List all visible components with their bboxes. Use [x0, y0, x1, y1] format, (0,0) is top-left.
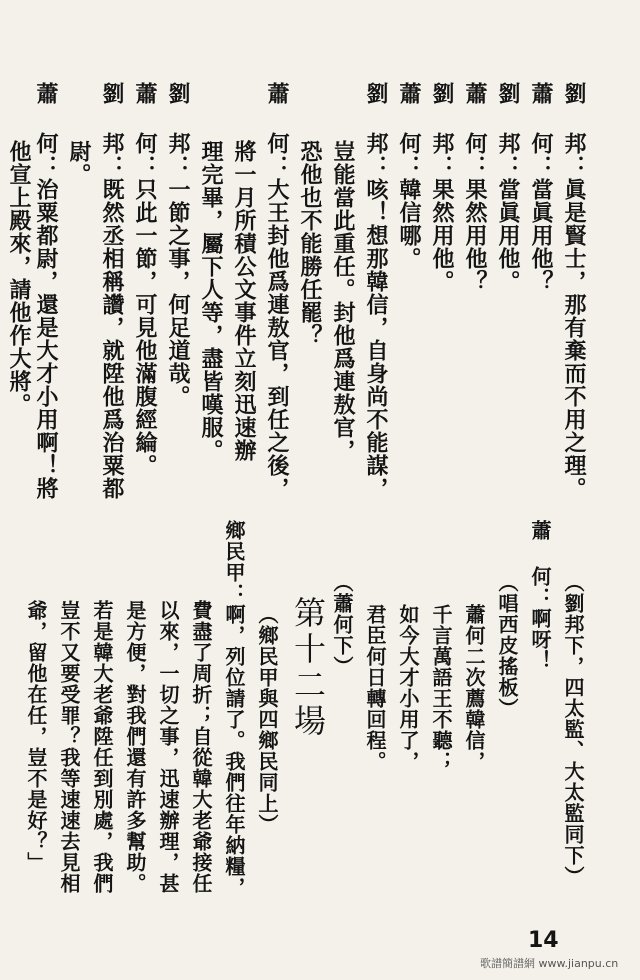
stage-direction: （劉邦下，四太監、大太監同下） [561, 572, 585, 887]
verse-line: 君臣何日轉回程。 [363, 604, 387, 772]
text-column: 蕭 何：果然用他？ [462, 82, 488, 293]
text-column: 將一月所積公文事件立刻迅速辦 [231, 140, 257, 462]
text-column: 劉 邦：一節之事，何足道哉。 [165, 82, 191, 408]
verse-line: 千言萬語王不聽； [429, 604, 453, 772]
text-column: 劉 邦：既然丞相稱讚，就陞他爲治粟都 [99, 82, 125, 500]
text-column: 蕭 何：韓信哪。 [396, 82, 422, 270]
text-column: 理完畢，屬下人等，盡皆嘆服。 [198, 140, 224, 462]
text-column: 費盡了周折；自從韓大老爺接任 [189, 600, 213, 894]
verse-line: 蕭何二次薦韓信， [462, 604, 486, 772]
text-column: 蕭 何：當眞用他？ [528, 82, 554, 293]
text-column: 恐他也不能勝任罷？ [297, 140, 323, 347]
text-column: 蕭 何：啊呀！ [528, 520, 552, 671]
text-column: 蕭 何：治粟都尉，還是大才小用啊！將 [33, 82, 59, 500]
text-column: 是方便，對我們還有許多幫助。 [123, 600, 147, 894]
text-column: 劉 邦：眞是賢士，那有棄而不用之理。 [561, 82, 587, 500]
text-column: 豈不又要受罪？我等速速去見相 [57, 600, 81, 894]
scene-title: 第十二場 [289, 596, 327, 740]
page-number: 14 [528, 928, 559, 953]
text-column: 劉 邦：果然用他。 [429, 82, 455, 293]
text-column: 尉。 [66, 140, 92, 186]
text-column: 豈能當此重任。封他爲連敖官， [330, 140, 356, 462]
stage-direction: （唱西皮搖板） [495, 572, 519, 719]
watermark: 歌譜簡譜網 www.jianpu.cn [480, 957, 619, 970]
stage-direction: （蕭何下） [330, 572, 354, 677]
stage-direction: （鄉民甲與四鄉民同上） [255, 604, 279, 835]
text-column: 以來，一切之事，迅速辦理，甚 [156, 600, 180, 894]
text-column: 蕭 何：只此一節，可見他滿腹經綸。 [132, 82, 158, 477]
text-column: 蕭 何：大王封他爲連敖官，到任之後， [264, 82, 290, 500]
text-column: 劉 邦：當眞用他。 [495, 82, 521, 293]
text-column: 若是韓大老爺陞任到別處，我們 [90, 600, 114, 894]
verse-line: 如今大才小用了， [396, 604, 420, 772]
text-column: 劉 邦：咳！想那韓信，自身尚不能謀， [363, 82, 389, 500]
text-column: 爺，留他在任，豈不是好？」 [24, 600, 48, 873]
text-column: 他宣上殿來，請他作大將。 [6, 140, 32, 416]
text-column: 鄉民甲：啊，列位請了。我們往年納糧， [222, 520, 246, 898]
